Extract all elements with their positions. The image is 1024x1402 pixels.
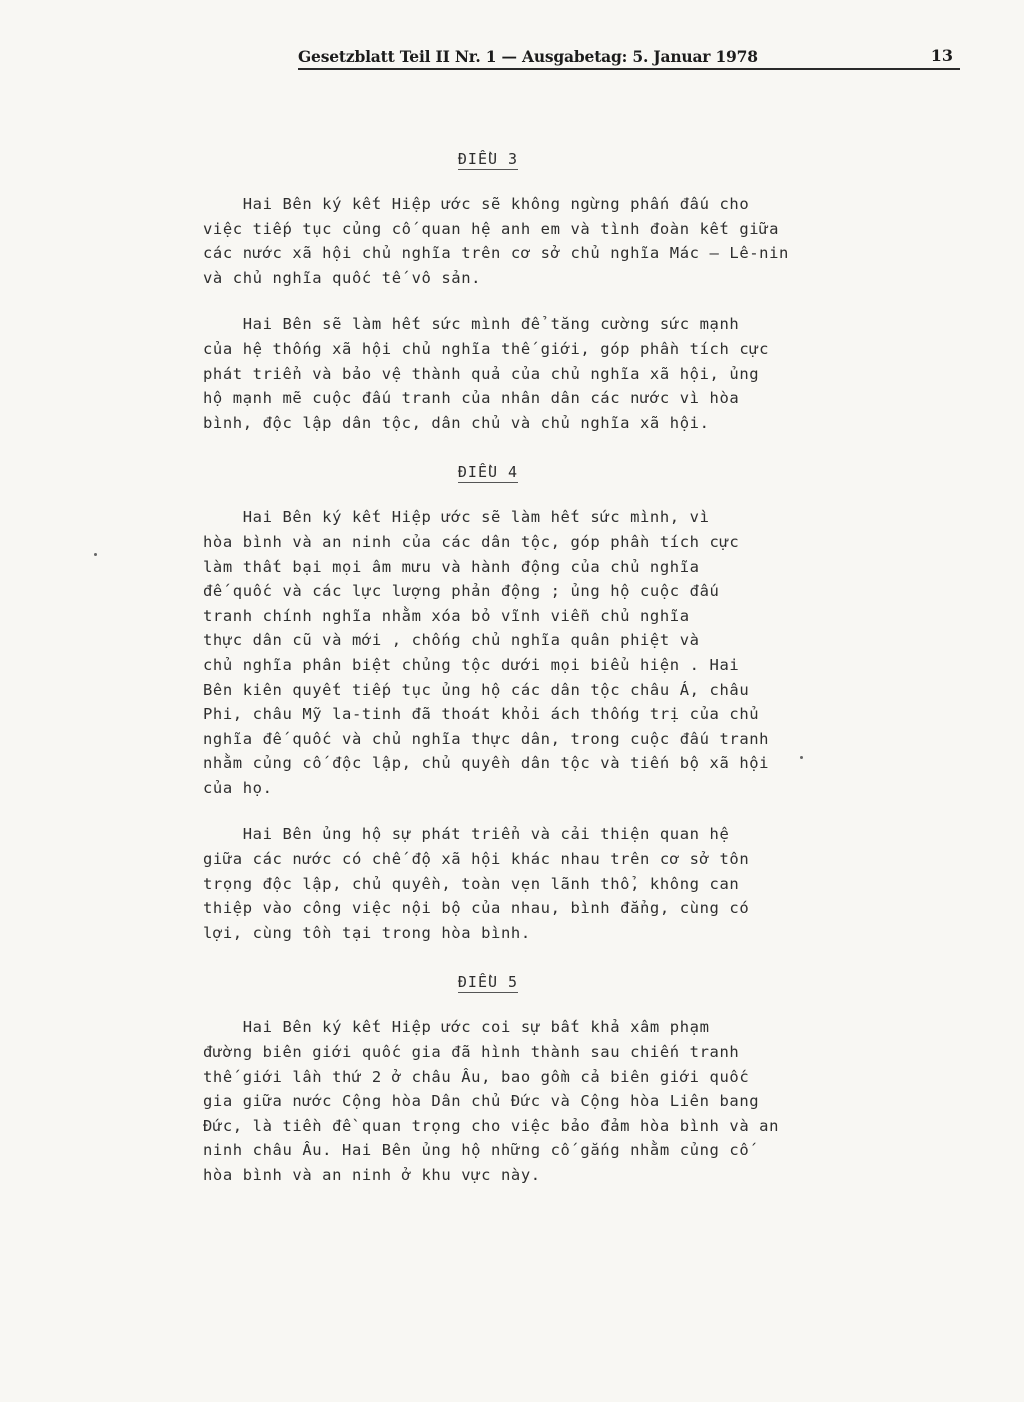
text-line: nhằm củng cố độc lập, chủ quyền dân tộc và tiến bộ xã hội (203, 754, 770, 773)
text-line: hộ mạnh mẽ cuộc đấu tranh của nhân dân các nước vì hòa (203, 389, 740, 408)
text-line: của hệ thống xã hội chủ nghĩa thế giới, góp phần tích cực (203, 339, 770, 358)
document-body (203, 150, 803, 1188)
text-line: làm thất bại mọi âm mưu và hành động của chủ nghĩa (203, 557, 700, 576)
text-line: Đức, là tiền đề quan trọng cho việc bảo đảm hòa bình và an (203, 1116, 780, 1135)
text-line: lợi, cùng tồn tại trong hòa bình. (203, 923, 531, 942)
text-line: hòa bình và an ninh của các dân tộc, góp phần tích cực (203, 532, 740, 551)
section-heading: ĐIỀU 5 (457, 973, 519, 992)
text-line: đường biên giới quốc gia đã hình thành sau chiến tranh (203, 1043, 740, 1062)
text-line: thế giới lần thứ 2 ở châu Âu, bao gồm cả biên giới quốc (203, 1067, 750, 1086)
text-line: các nước xã hội chủ nghĩa trên cơ sở chủ nghĩa Mác – Lê-nin (203, 244, 789, 263)
header-title: Gesetzblatt Teil II Nr. 1 — Ausgabetag: 5. Januar 1978 (298, 47, 758, 66)
section-heading: ĐIỀU 3 (457, 150, 519, 168)
section-heading: ĐIỀU 4 (457, 463, 519, 482)
text-line: phát triển và bảo vệ thành quả của chủ nghĩa xã hội, ủng (203, 364, 760, 383)
text-line: Hai Bên ký kết Hiệp ước sẽ làm hết sức mình, vì (203, 508, 710, 527)
paragraph (203, 192, 803, 290)
text-line: của họ. (203, 778, 273, 797)
text-line: bình, độc lập dân tộc, dân chủ và chủ nghĩa xã hội. (203, 413, 710, 432)
text-line: hòa bình và an ninh ở khu vực này. (203, 1166, 541, 1184)
text-line: giữa các nước có chế độ xã hội khác nhau trên cơ sở tôn (203, 850, 750, 869)
section-3 (203, 150, 803, 435)
text-line: Hai Bên sẽ làm hết sức mình để tăng cường sức mạnh (203, 315, 740, 334)
text-line: và chủ nghĩa quốc tế vô sản. (203, 268, 482, 287)
text-line: ninh châu Âu. Hai Bên ủng hộ những cố gắng nhằm củng cố (203, 1141, 750, 1160)
paragraph (203, 822, 803, 945)
text-line: tranh chính nghĩa nhằm xóa bỏ vĩnh viễn chủ nghĩa (203, 606, 690, 625)
paragraph (203, 1015, 803, 1187)
text-line: Phi, châu Mỹ la-tinh đã thoát khỏi ách thống trị của chủ (203, 705, 760, 724)
text-line: Hai Bên ủng hộ sự phát triển và cải thiện quan hệ (203, 825, 730, 844)
section-4 (203, 463, 803, 945)
paragraph (203, 505, 803, 800)
scan-speck (800, 756, 803, 759)
scan-speck (94, 553, 97, 556)
paragraph (203, 312, 803, 435)
text-line: thiệp vào công việc nội bộ của nhau, bình đẳng, cùng có (203, 899, 750, 918)
page-header (40, 44, 960, 72)
text-line: gia giữa nước Cộng hòa Dân chủ Đức và Cộng hòa Liên bang (203, 1092, 760, 1111)
page-number: 13 (930, 46, 953, 65)
text-line: đế quốc và các lực lượng phản động ; ủng hộ cuộc đấu (203, 582, 720, 601)
section-5 (203, 973, 803, 1187)
text-line: thực dân cũ và mới , chống chủ nghĩa quân phiệt và (203, 631, 700, 650)
text-line: chủ nghĩa phân biệt chủng tộc dưới mọi biểu hiện . Hai (203, 655, 740, 674)
text-line: Hai Bên ký kết Hiệp ước sẽ không ngừng phấn đấu cho (203, 195, 750, 213)
text-line: việc tiếp tục củng cố quan hệ anh em và tình đoàn kết giữa (203, 219, 780, 238)
header-rule (298, 68, 960, 70)
text-line: trọng độc lập, chủ quyền, toàn vẹn lãnh thổ, không can (203, 874, 740, 893)
text-line: Hai Bên ký kết Hiệp ước coi sự bất khả xâm phạm (203, 1018, 710, 1037)
text-line: Bên kiên quyết tiếp tục ủng hộ các dân tộc châu Á, châu (203, 680, 750, 699)
text-line: nghĩa đế quốc và chủ nghĩa thực dân, trong cuộc đấu tranh (203, 729, 770, 748)
